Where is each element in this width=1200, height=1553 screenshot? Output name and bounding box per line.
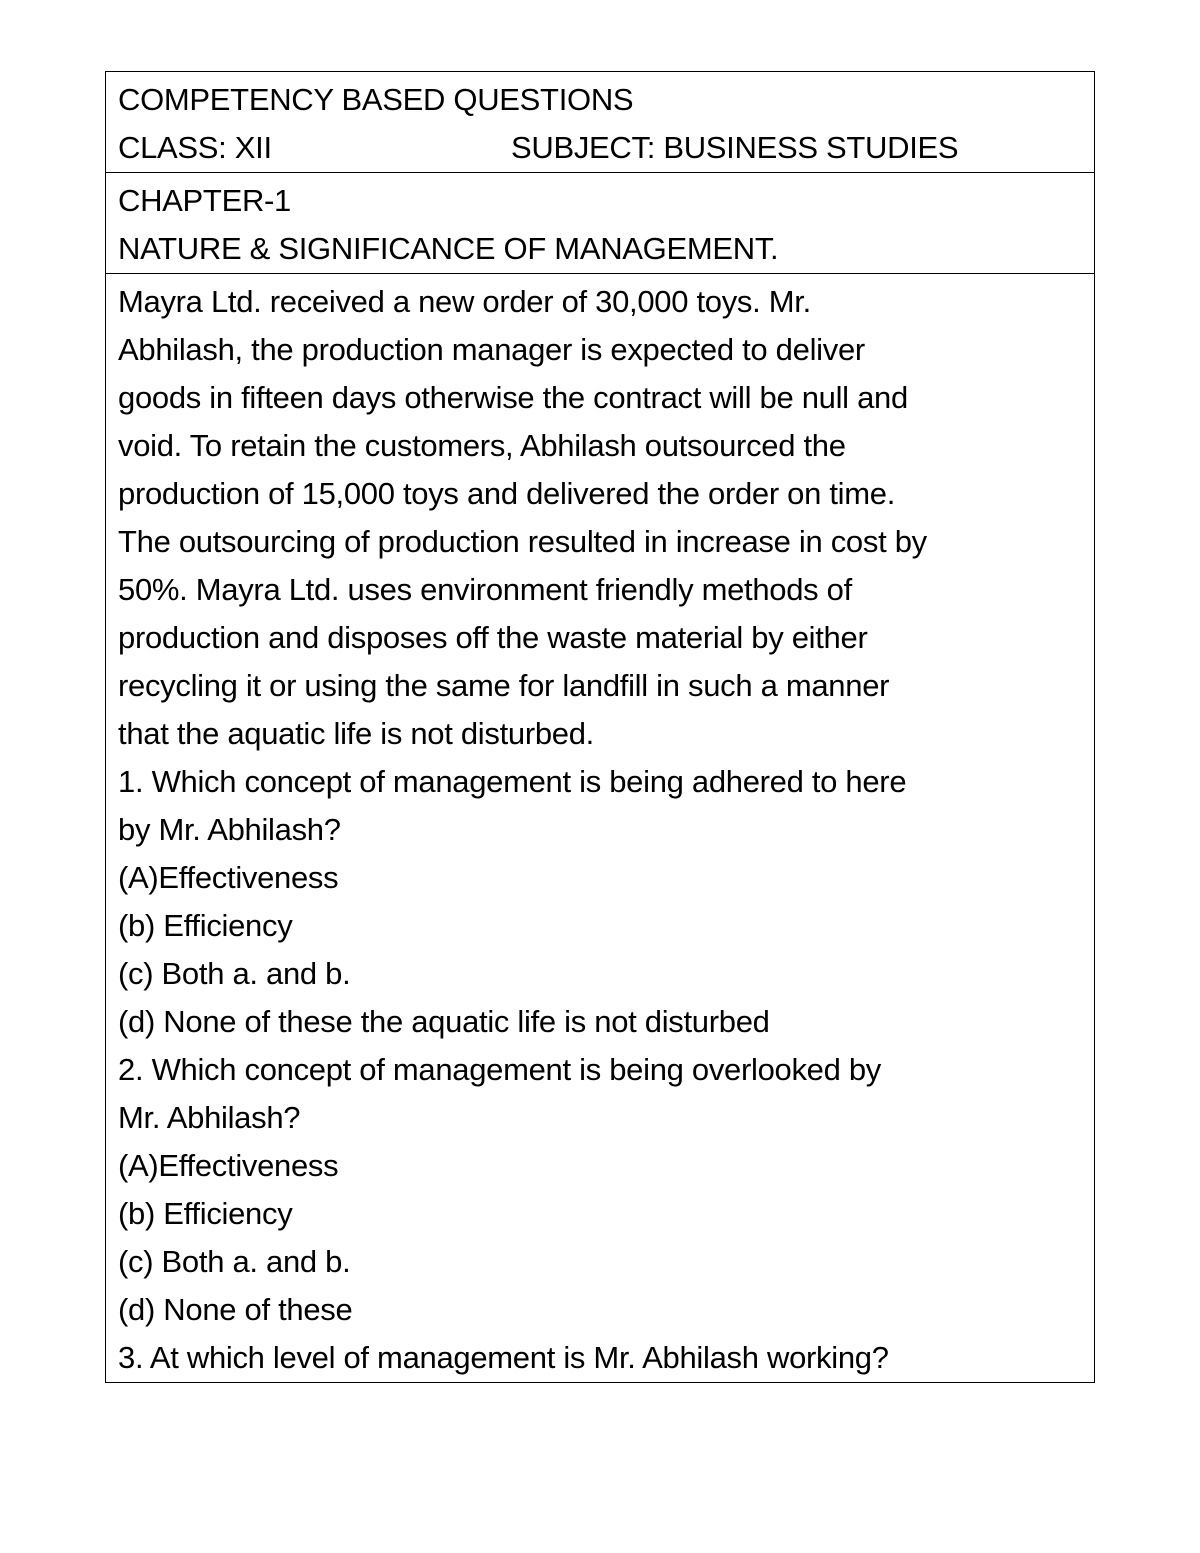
document-table <box>105 71 1095 1383</box>
question-text: 3. At which level of management is Mr. Abhilash working? <box>118 1340 889 1375</box>
class-label: CLASS: XII <box>118 130 272 165</box>
question-3 <box>118 1334 1082 1382</box>
chapter-name: NATURE & SIGNIFICANCE OF MANAGEMENT. <box>118 231 779 266</box>
option-d: (d) None of these the aquatic life is not disturbed <box>118 1004 770 1039</box>
question-1 <box>118 758 1082 1046</box>
question-text: by Mr. Abhilash? <box>118 812 341 847</box>
passage-line: production of 15,000 toys and delivered the order on time. <box>118 476 896 511</box>
passage-line: recycling it or using the same for landfill in such a manner <box>118 668 890 703</box>
question-text: Mr. Abhilash? <box>118 1100 301 1135</box>
question-text: 1. Which concept of management is being adhered to here <box>118 764 907 799</box>
subject-label: SUBJECT: BUSINESS STUDIES <box>511 130 959 165</box>
class-subject-row <box>118 124 1082 172</box>
case-passage <box>118 278 1082 758</box>
passage-line: 50%. Mayra Ltd. uses environment friendly methods of <box>118 572 852 607</box>
option-c: (c) Both a. and b. <box>118 1244 351 1279</box>
question-2 <box>118 1046 1082 1334</box>
header-cell <box>106 72 1094 172</box>
option-b: (b) Efficiency <box>118 1196 293 1231</box>
option-a: (A)Effectiveness <box>118 1148 339 1183</box>
case-study-cell <box>106 273 1094 1382</box>
option-b: (b) Efficiency <box>118 908 293 943</box>
question-text: 2. Which concept of management is being overlooked by <box>118 1052 881 1087</box>
document-title: COMPETENCY BASED QUESTIONS <box>118 82 634 117</box>
passage-line: goods in fifteen days otherwise the contract will be null and <box>118 380 908 415</box>
option-a: (A)Effectiveness <box>118 860 339 895</box>
passage-line: production and disposes off the waste material by either <box>118 620 868 655</box>
passage-line: void. To retain the customers, Abhilash outsourced the <box>118 428 846 463</box>
passage-line: Abhilash, the production manager is expected to deliver <box>118 332 865 367</box>
chapter-number: CHAPTER-1 <box>118 183 291 218</box>
passage-line: The outsourcing of production resulted in increase in cost by <box>118 524 927 559</box>
chapter-cell <box>106 172 1094 273</box>
passage-line: Mayra Ltd. received a new order of 30,000 toys. Mr. <box>118 284 811 319</box>
passage-line: that the aquatic life is not disturbed. <box>118 716 594 751</box>
option-d: (d) None of these <box>118 1292 353 1327</box>
option-c: (c) Both a. and b. <box>118 956 351 991</box>
